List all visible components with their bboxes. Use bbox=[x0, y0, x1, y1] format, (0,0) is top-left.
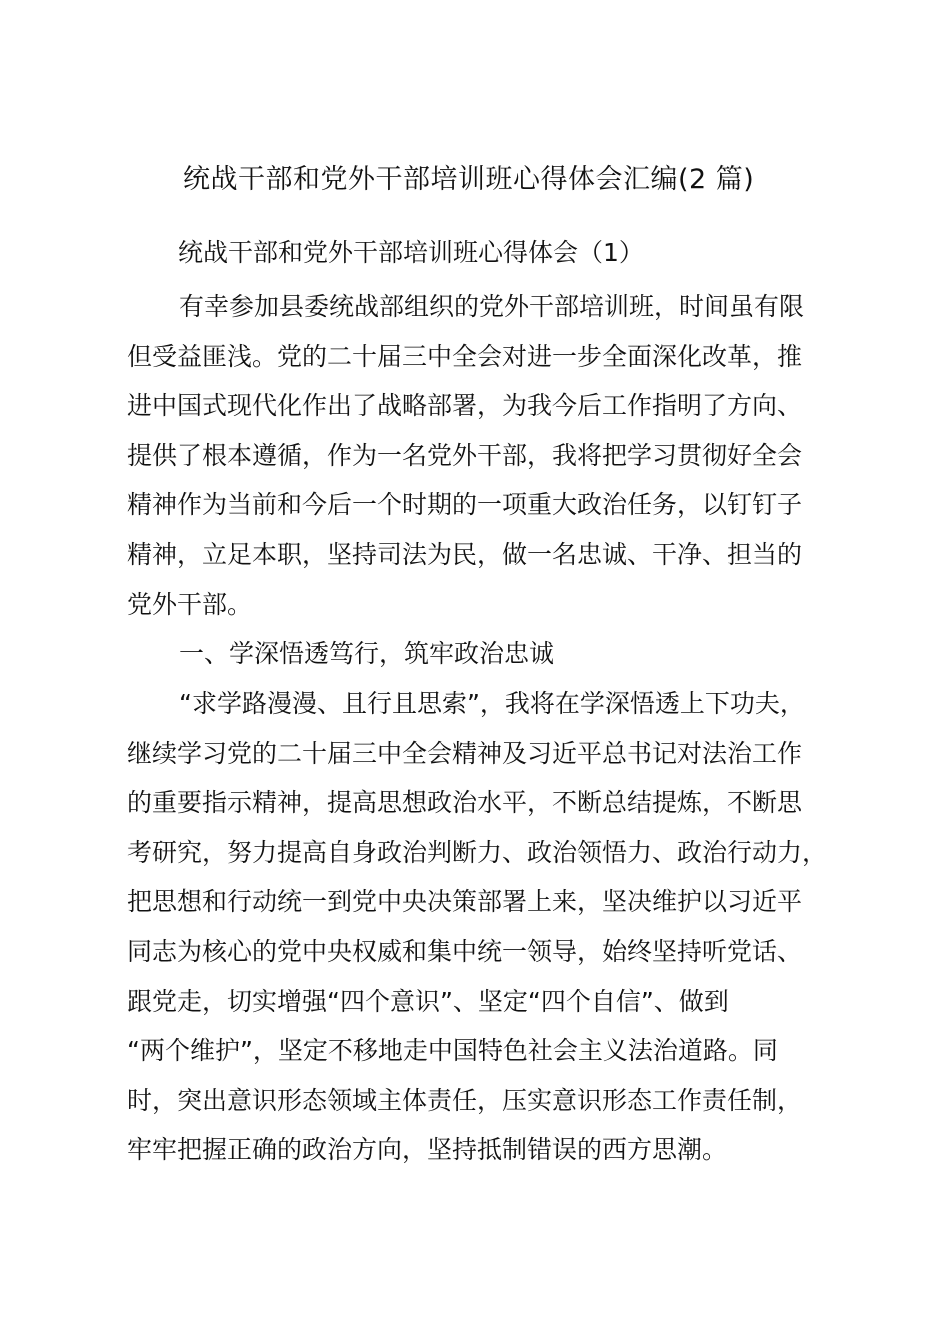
paragraph-line: 牢牢把握正确的政治方向，坚持抵制错误的西方思潮。 bbox=[127, 1135, 728, 1165]
paragraph-line: 进中国式现代化作出了战略部署，为我今后工作指明了方向、 bbox=[127, 391, 803, 421]
section-heading-text: 一、学深悟透笃行，筑牢政治忠诚 bbox=[179, 639, 555, 668]
paragraph-section1 bbox=[127, 679, 839, 1175]
paragraph-line: 的重要指示精神，提高思想政治水平，不断总结提炼，不断思 bbox=[127, 788, 803, 818]
paragraph-intro bbox=[127, 282, 839, 629]
paragraph-line: “求学路漫漫、且行且思索”，我将在学深悟透上下功夫， bbox=[179, 689, 805, 718]
paragraph-line: 提供了根本遵循，作为一名党外干部，我将把学习贯彻好全会 bbox=[127, 440, 803, 470]
paragraph-line: 但受益匪浅。党的二十届三中全会对进一步全面深化改革，推 bbox=[127, 341, 803, 371]
paragraph-line: 时，突出意识形态领域主体责任，压实意识形态工作责任制， bbox=[127, 1085, 803, 1115]
paragraph-line: “两个维护”，坚定不移地走中国特色社会主义法治道路。同 bbox=[127, 1036, 778, 1066]
document-title: 统战干部和党外干部培训班心得体会汇编(2 篇) bbox=[183, 164, 755, 195]
paragraph-line: 继续学习党的二十届三中全会精神及习近平总书记对法治工作 bbox=[127, 738, 803, 768]
paragraph-line: 精神，立足本职，坚持司法为民，做一名忠诚、干净、担当的 bbox=[127, 539, 803, 569]
paragraph-line: 精神作为当前和今后一个时期的一项重大政治任务，以钉钉子 bbox=[127, 490, 803, 520]
paragraph-line: 考研究，努力提高自身政治判断力、政治领悟力、政治行动力， bbox=[127, 837, 828, 867]
document-subtitle: 统战干部和党外干部培训班心得体会（1） bbox=[178, 238, 644, 267]
paragraph-line: 把思想和行动统一到党中央决策部署上来，坚决维护以习近平 bbox=[127, 887, 803, 917]
section-heading bbox=[127, 629, 839, 679]
paragraph-line: 党外干部。 bbox=[127, 589, 253, 619]
paragraph-line: 跟党走，切实增强“四个意识”、坚定“四个自信”、做到 bbox=[127, 986, 729, 1016]
paragraph-line: 同志为核心的党中央权威和集中统一领导，始终坚持听党话、 bbox=[127, 936, 803, 966]
paragraph-line: 有幸参加县委统战部组织的党外干部培训班，时间虽有限 bbox=[179, 292, 805, 321]
